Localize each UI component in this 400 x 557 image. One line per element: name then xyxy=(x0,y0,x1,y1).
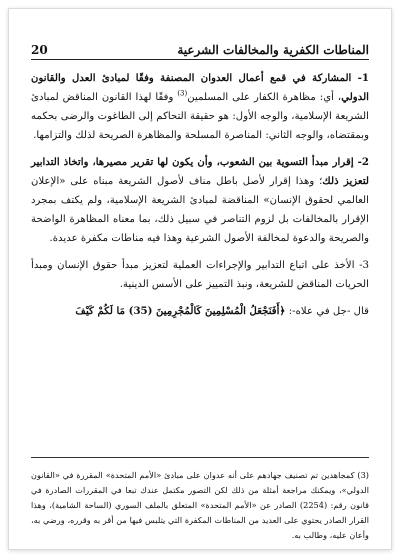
paragraph-2-heading: 2- إقرار مبدأ التسوية بين الشعوب، وأن يكون لها تقرير مصيرها، واتخاذ التدابير لتعزيز ذلك xyxy=(31,156,369,187)
page-header xyxy=(31,31,369,60)
document-page xyxy=(8,8,392,550)
page-number: 20 xyxy=(31,43,48,57)
paragraph-1 xyxy=(31,69,369,145)
footnote-3: (3) كمجاهدين تم تصنيف جهادهم على أنه عدوان على مبادئ «الأمم المتحدة» المقررة في «القانون الدولي»، ويمكنك مراجعة أمثلة من ذلك لكن التصور مكتمل عندك تبعا في المقررات الصادرة في قانون رقم: (2254) الصادر عن «الأمم المتحدة» المتعلق بالملف السوري (الساحة الشامية)، وهذا القرار الصادر يحتوي على العديد من المناطات المكفرة التي يتلبس فيها من أقر به وقرره، ورضي به، وأعان عليه، وطالب به. xyxy=(31,470,370,540)
paragraph-4-text: قال -جل في علاه-: xyxy=(285,306,369,317)
paragraph-1-text-b: وفقًا لهذا القانون المناقض لمبادئ الشريعة الإسلامية، والوجه الأول: هو حقيقة التحاكم إلى الطاغوت والرضى بحكمه وبمقتضاه، والوجه الثاني: المناصرة المسلحة والمظاهرة الصريحة لذلك والتزامها. xyxy=(31,92,369,141)
page-body xyxy=(31,69,369,329)
paragraph-4 xyxy=(31,302,369,321)
quran-verse: ﴿أَفَنَجْعَلُ الْمُسْلِمِينَ كَالْمُجْرِمِينَ (35) مَا لَكُمْ كَيْفَ xyxy=(75,305,286,317)
paragraph-1-heading: 1- المشاركة في قمع أعمال العدوان المصنفة وفقًا لمبادئ العدل والقانون الدولي xyxy=(31,72,369,103)
paragraph-2-text: ؛ وهذا إقرار لأصل باطل مناف لأصول الشريعة مبناه على «الإعلان العالمي لحقوق الإنسان» المناقضة لمبادئ الشريعة الإسلامية، ولم يكتف بمجرد الإقرار بالمخالفات بل لزوم التناصر في سبيل ذلك، بما معناه المظاهرة الواضحة والصريحة والدعوة لمخالفة الأصول الشرعية وهذا فيه مناطات مكفرة عديدة. xyxy=(31,176,369,244)
paragraph-2 xyxy=(31,153,369,248)
footnotes xyxy=(31,457,369,543)
page-title: المناطات الكفرية والمخالفات الشرعية xyxy=(177,43,369,57)
paragraph-1-text-a: ، أي: مظاهرة الكفار على المسلمين xyxy=(187,92,342,103)
footnote-ref-3[interactable]: (3) xyxy=(177,89,188,98)
paragraph-3-text: 3- الأخذ على اتباع التدابير والإجراءات العملية لتعزيز مبدأ حقوق الإنسان ومبدأ الحريات المناقض للشريعة، ونبذ التمييز على الأسس الدينية. xyxy=(31,260,369,290)
paragraph-3 xyxy=(31,256,369,294)
